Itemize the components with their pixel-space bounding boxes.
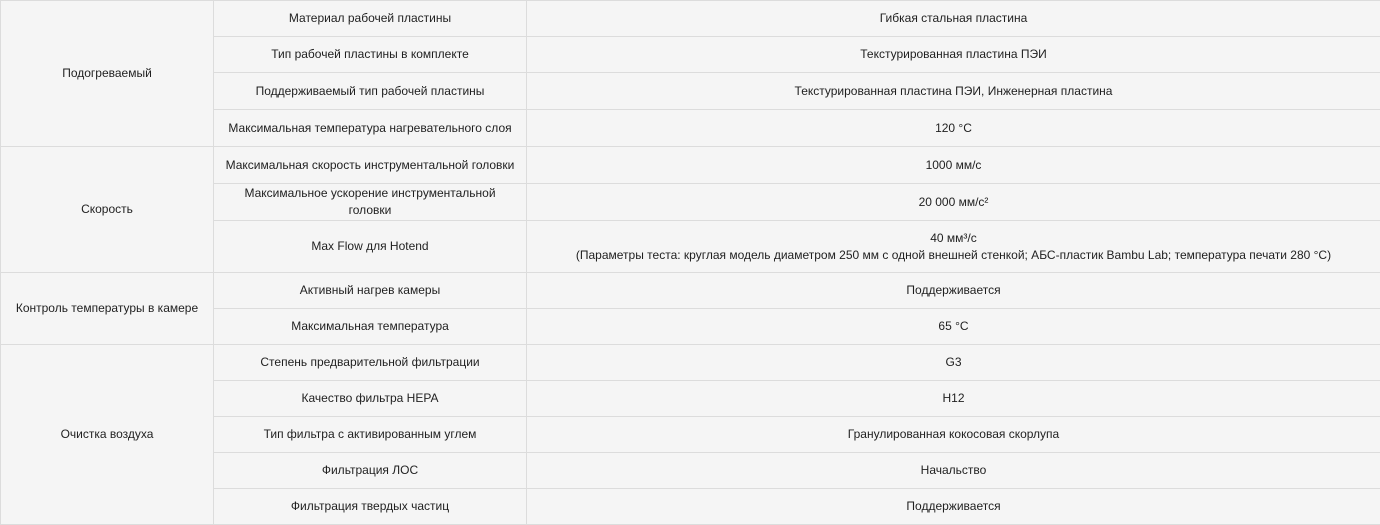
category-cell: Скорость <box>1 147 214 273</box>
value-cell: Поддерживается <box>527 273 1380 309</box>
param-cell: Max Flow для Hotend <box>214 221 527 273</box>
table-row <box>1 345 1380 381</box>
value-cell: G3 <box>527 345 1380 381</box>
param-cell: Тип рабочей пластины в комплекте <box>214 37 527 73</box>
param-cell: Активный нагрев камеры <box>214 273 527 309</box>
value-cell: Гибкая стальная пластина <box>527 1 1380 37</box>
value-cell <box>527 221 1380 273</box>
param-cell: Максимальная температура нагревательного слоя <box>214 110 527 147</box>
table-row <box>1 147 1380 184</box>
param-cell: Фильтрация ЛОС <box>214 453 527 489</box>
param-cell: Фильтрация твердых частиц <box>214 489 527 525</box>
param-cell: Степень предварительной фильтрации <box>214 345 527 381</box>
table-row <box>1 1 1380 37</box>
value-cell: 65 °C <box>527 309 1380 345</box>
value-note: (Параметры теста: круглая модель диаметром 250 мм с одной внешней стенкой; АБС-пластик Bambu Lab; температура печати 280 °C) <box>535 247 1372 264</box>
value-main: 40 мм³/с <box>535 230 1372 247</box>
value-cell: 120 °C <box>527 110 1380 147</box>
param-cell: Поддерживаемый тип рабочей пластины <box>214 73 527 110</box>
value-cell: 20 000 мм/с² <box>527 184 1380 221</box>
param-cell: Качество фильтра HEPA <box>214 381 527 417</box>
param-cell: Максимальное ускорение инструментальной головки <box>214 184 527 221</box>
category-cell: Подогреваемый <box>1 1 214 147</box>
param-cell: Максимальная температура <box>214 309 527 345</box>
category-cell: Очистка воздуха <box>1 345 214 525</box>
param-cell: Максимальная скорость инструментальной головки <box>214 147 527 184</box>
table-row <box>1 273 1380 309</box>
param-cell: Тип фильтра с активированным углем <box>214 417 527 453</box>
value-cell: Текстурированная пластина ПЭИ <box>527 37 1380 73</box>
value-cell: 1000 мм/с <box>527 147 1380 184</box>
param-cell: Материал рабочей пластины <box>214 1 527 37</box>
value-cell: Гранулированная кокосовая скорлупа <box>527 417 1380 453</box>
category-cell: Контроль температуры в камере <box>1 273 214 345</box>
value-cell: Начальство <box>527 453 1380 489</box>
value-cell: Поддерживается <box>527 489 1380 525</box>
value-cell: Текстурированная пластина ПЭИ, Инженерная пластина <box>527 73 1380 110</box>
value-cell: H12 <box>527 381 1380 417</box>
